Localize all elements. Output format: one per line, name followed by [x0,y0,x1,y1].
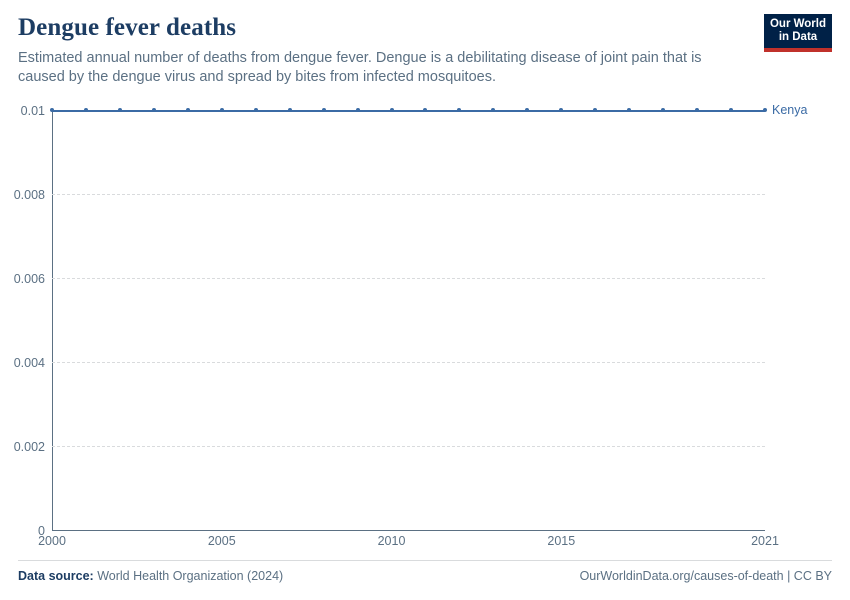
owid-logo-line1: Our World [769,18,826,30]
y-axis-tick-label: 0.004 [13,356,45,370]
x-axis-tick-label: 2021 [751,534,779,548]
data-point[interactable] [118,108,122,112]
data-source-value: World Health Organization (2024) [97,569,284,583]
gridline [13,356,765,370]
gridlines-and-series [13,103,808,538]
y-axis-tick-label: 0 [38,524,45,538]
data-point[interactable] [356,108,360,112]
chart-footer [18,560,832,590]
plot-area[interactable] [0,92,850,557]
data-source [18,569,283,583]
x-axis-tick-label: 2015 [547,534,576,548]
gridline [13,440,765,454]
series-line[interactable] [52,110,765,112]
y-axis-tick-label: 0.002 [13,440,45,454]
attribution: OurWorldinData.org/causes-of-death | CC BY [579,569,832,583]
owid-logo[interactable] [764,14,832,52]
owid-logo-line2: in Data [778,31,818,44]
data-point[interactable] [322,108,326,112]
y-axis-tick-label: 0.008 [13,188,45,202]
data-point[interactable] [390,108,394,112]
data-point[interactable] [152,108,156,112]
x-axis-tick-label: 2000 [38,534,66,548]
y-axis-tick-label: 0.01 [20,104,45,118]
data-point[interactable] [50,108,54,112]
gridline [13,188,765,202]
gridline [13,272,765,286]
x-axis-ticks [38,530,779,552]
page-title: Dengue fever deaths [18,14,237,41]
data-point[interactable] [220,108,224,112]
series-label-kenya[interactable]: Kenya [772,103,808,117]
chart-subtitle: Estimated annual number of deaths from dengue fever. Dengue is a debilitating disease of joint pain that is caused by the dengue virus and spread by bites from infected mosquitoes. [18,49,702,86]
data-source-label: Data source: [18,569,94,583]
data-point[interactable] [84,108,88,112]
x-axis-tick-label: 2005 [207,534,236,548]
data-point[interactable] [288,108,292,112]
y-axis-line [52,110,53,530]
data-point[interactable] [254,108,258,112]
x-axis-tick-label: 2010 [377,534,406,548]
data-point[interactable] [186,108,190,112]
y-axis-tick-label: 0.006 [13,272,45,286]
